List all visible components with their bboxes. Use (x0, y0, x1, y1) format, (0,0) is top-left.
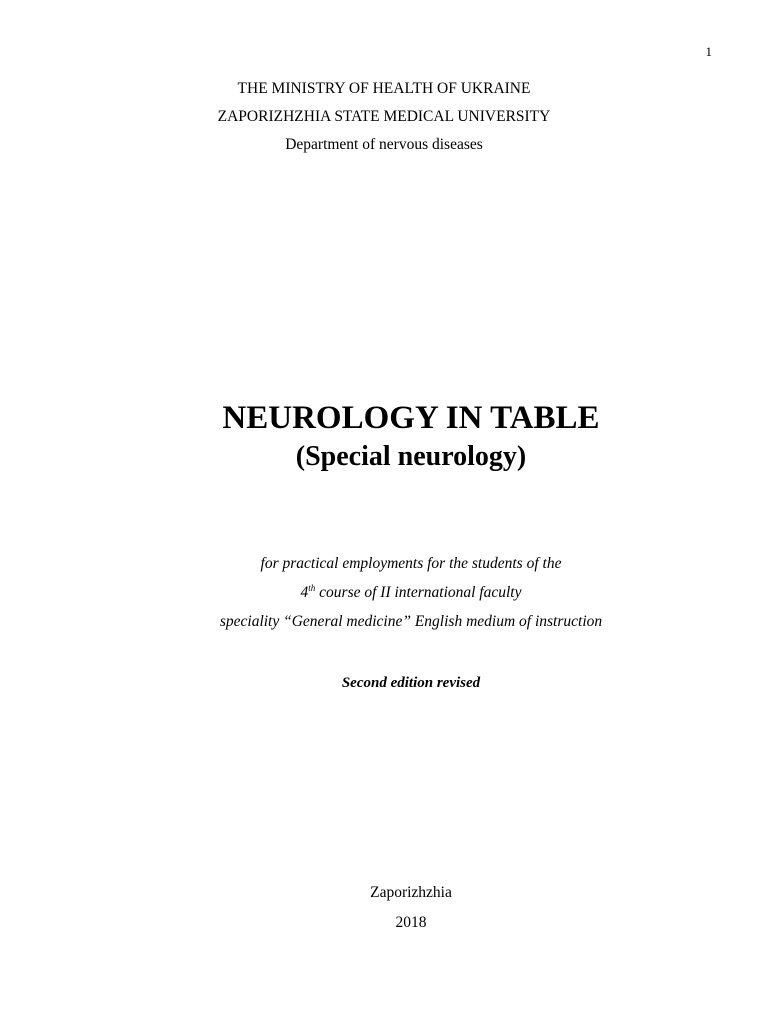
edition-note: Second edition revised (341, 675, 481, 691)
page-number: 1 (705, 44, 712, 59)
ministry-name: THE MINISTRY OF HEALTH OF UKRAINE (237, 80, 531, 97)
description-line-3: speciality “General medicine” English medium of instruction (219, 613, 603, 630)
document-title: NEUROLOGY IN TABLE (222, 400, 600, 436)
course-text: course of II international faculty (315, 584, 522, 601)
document-subtitle: (Special neurology) (295, 441, 527, 472)
description-line-2 (0, 578, 768, 607)
publication-footer (0, 878, 768, 938)
audience-description (0, 549, 768, 636)
publication-year: 2018 (395, 914, 427, 931)
university-name: ZAPORIZHZHIA STATE MEDICAL UNIVERSITY (217, 108, 551, 125)
course-number: 4 (300, 584, 309, 601)
publication-city: Zaporizhzhia (370, 884, 452, 901)
department-name: Department of nervous diseases (285, 136, 483, 153)
ordinal-suffix: th (308, 583, 316, 593)
description-line-1: for practical employments for the students of the (260, 555, 562, 572)
institution-header (0, 75, 768, 159)
